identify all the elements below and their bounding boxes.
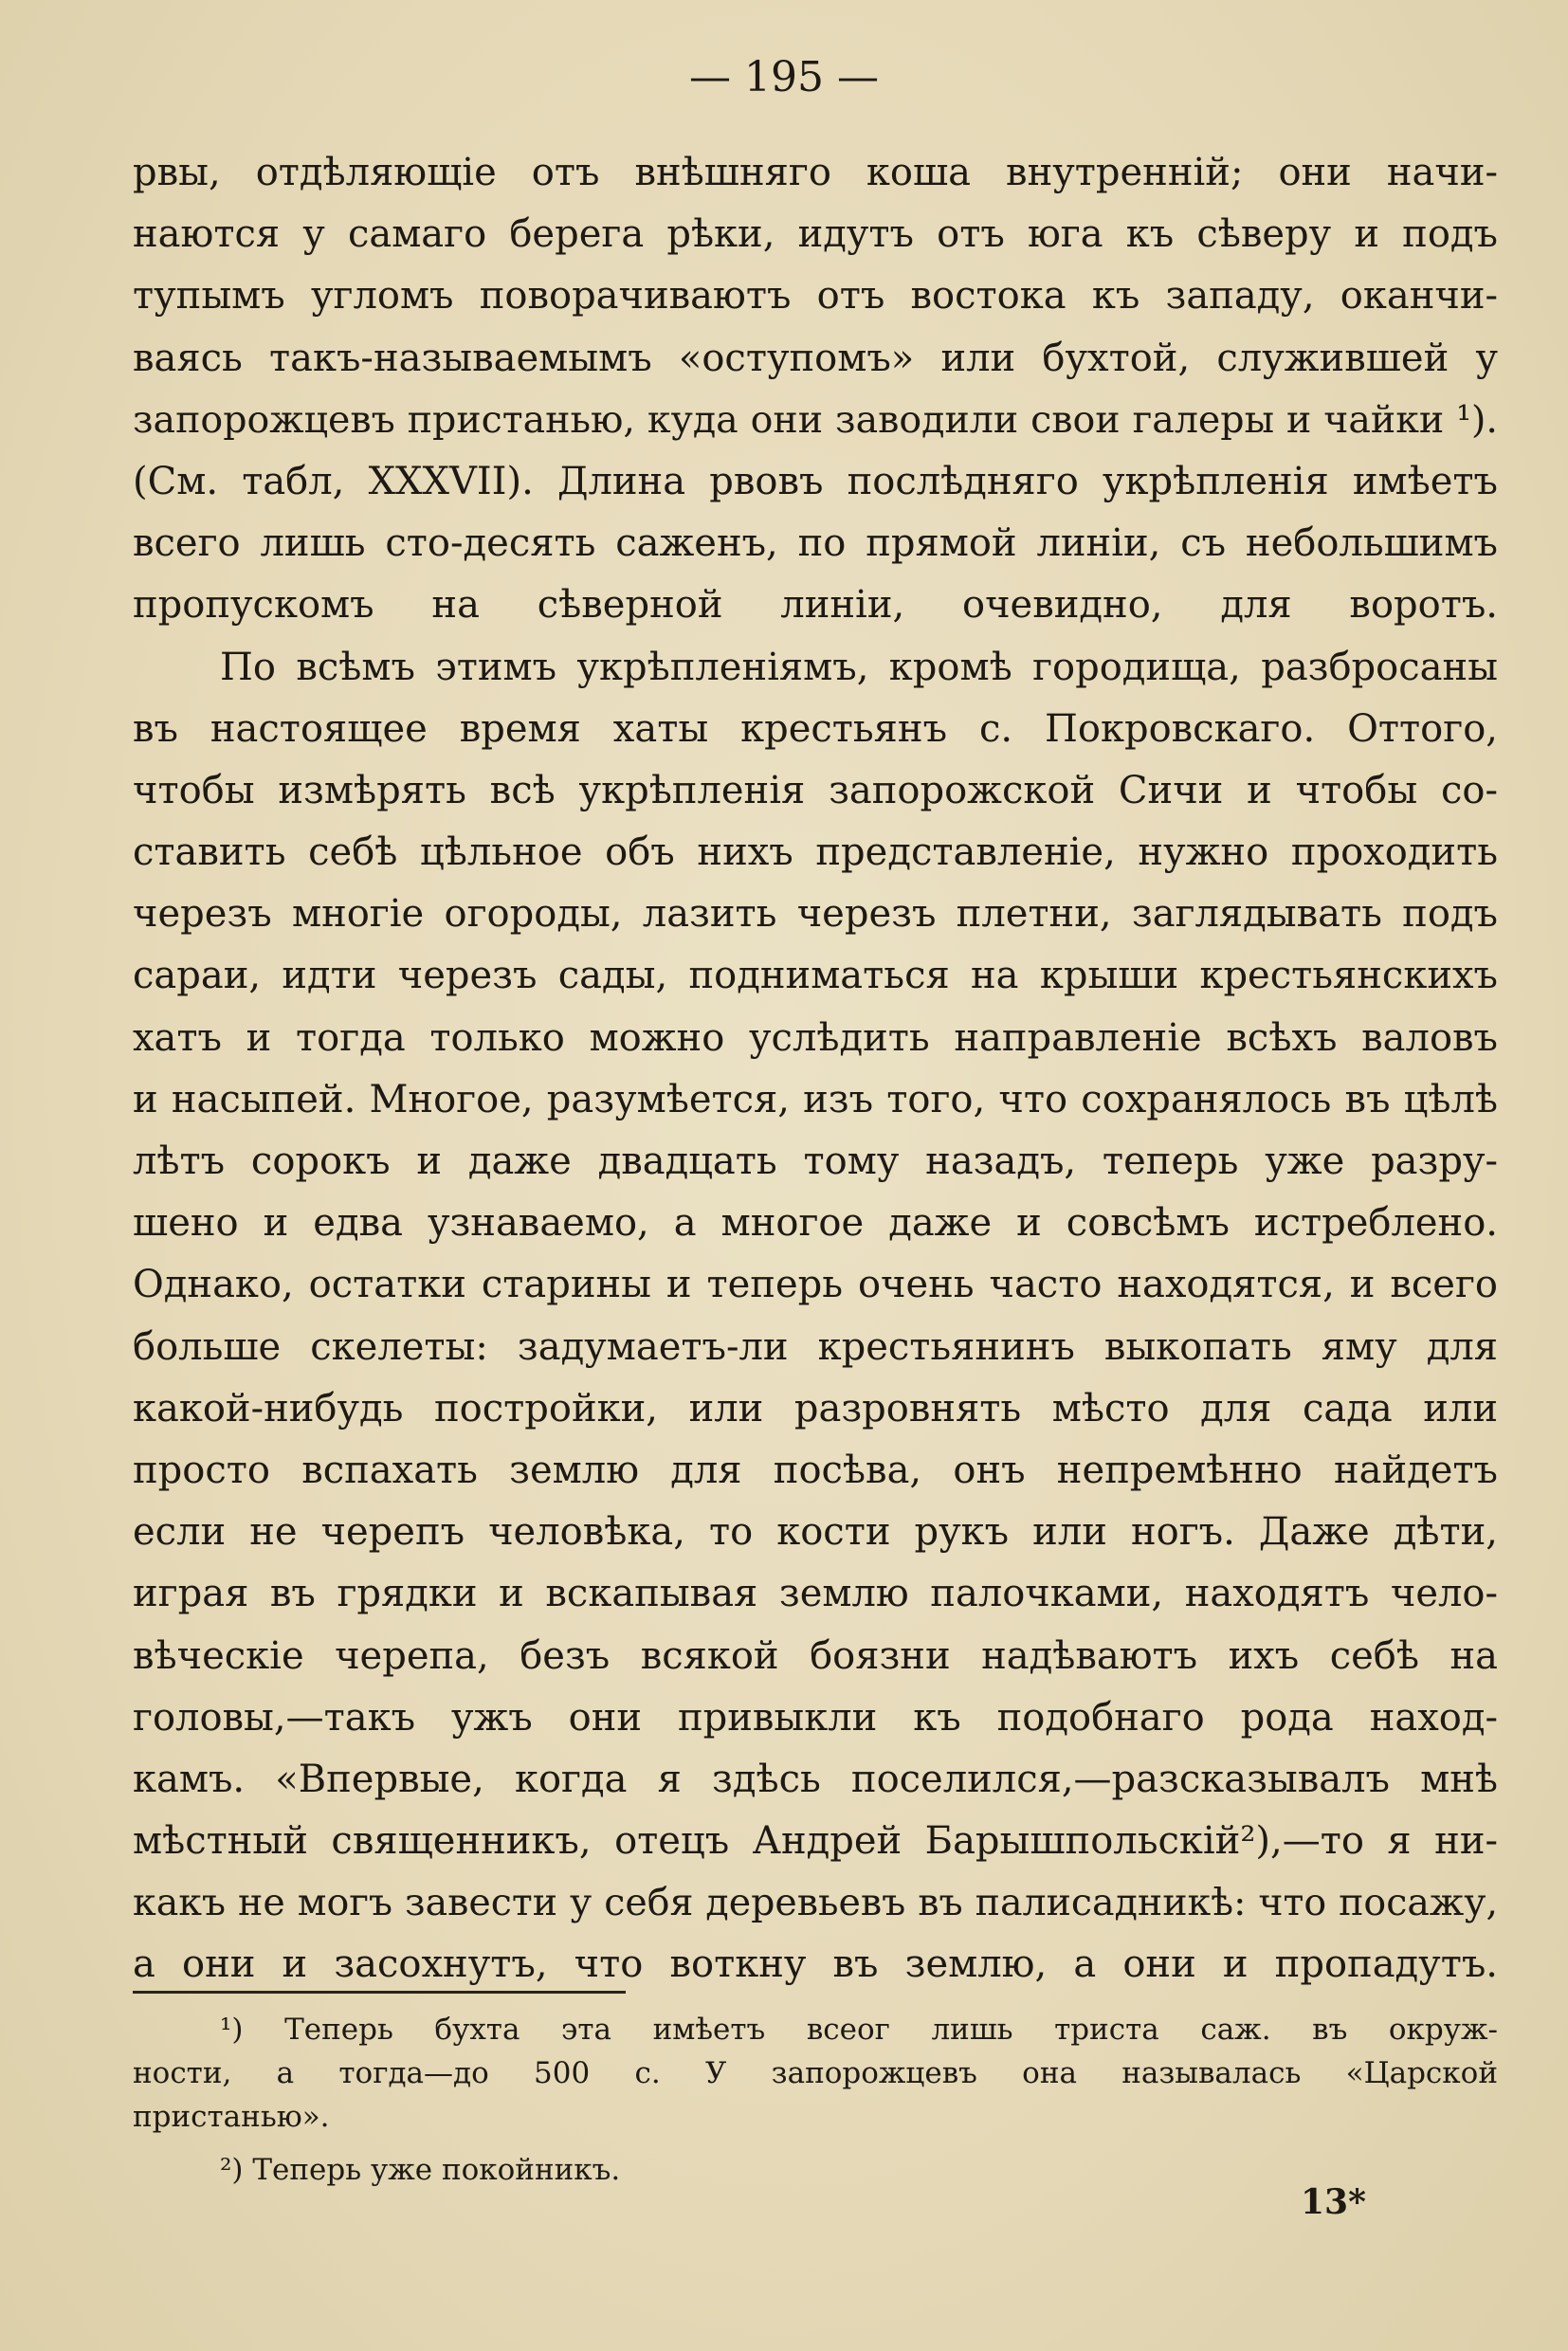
text-line: пропускомъ на сѣверной линіи, очевидно, для воротъ. xyxy=(133,583,1498,628)
text-line: въ настоящее время хаты крестьянъ с. Покровскаго. Оттого, xyxy=(133,706,1498,751)
text-line: мѣстный священникъ, отецъ Андрей Барышпольскій²),—то я ни- xyxy=(133,1819,1498,1864)
text-line: ставить себѣ цѣльное объ нихъ представленіе, нужно проходить xyxy=(133,830,1498,875)
text-line: Однако, остатки старины и теперь очень часто находятся, и всего xyxy=(133,1263,1498,1307)
footnote-line: ¹) Теперь бухта эта имѣетъ всеог лишь триста саж. въ окруж- xyxy=(220,2013,1498,2047)
text-line: запорожцевъ пристанью, куда они заводили свои галеры и чайки ¹). xyxy=(133,397,1498,442)
text-line: хатъ и тогда только можно услѣдить направленіе всѣхъ валовъ xyxy=(133,1015,1498,1060)
footnote-line: ности, а тогда—до 500 с. У запорожцевъ она называлась «Царской xyxy=(133,2056,1498,2090)
text-line: тупымъ угломъ поворачиваютъ отъ востока къ западу, оканчи- xyxy=(133,274,1498,319)
text-line: черезъ многіе огороды, лазить черезъ плетни, заглядывать подъ xyxy=(133,892,1498,937)
text-line: какой-нибудь постройки, или разровнять мѣсто для сада или xyxy=(133,1386,1498,1431)
text-line: наются у самаго берега рѣки, идутъ отъ юга къ сѣверу и подъ xyxy=(133,212,1498,257)
text-line: камъ. «Впервые, когда я здѣсь поселился,—разсказывалъ мнѣ xyxy=(133,1757,1498,1801)
text-line: если не черепъ человѣка, то кости рукъ или ногъ. Даже дѣти, xyxy=(133,1510,1498,1555)
footnotes xyxy=(133,2008,1498,2192)
text-line: шено и едва узнаваемо, а многое даже и совсѣмъ истреблено. xyxy=(133,1201,1498,1246)
text-line: просто вспахать землю для посѣва, онъ непремѣнно найдетъ xyxy=(133,1448,1498,1492)
body-text xyxy=(133,142,1498,1996)
text-line: а они и засохнутъ, что воткну въ землю, а они и пропадутъ. xyxy=(133,1942,1498,1987)
text-line: ваясь такъ-называемымъ «оступомъ» или бухтой, служившей у xyxy=(133,336,1498,380)
text-line: играя въ грядки и вскапывая землю палочками, находятъ чело- xyxy=(133,1572,1498,1616)
text-line: (См. табл, XXXVII). Длина рвовъ послѣдняго укрѣпленія имѣетъ xyxy=(133,459,1498,503)
footnote-line: ²) Теперь уже покойникъ. xyxy=(220,2153,621,2187)
text-line: головы,—такъ ужъ они привыкли къ подобнаго рода наход- xyxy=(133,1695,1498,1740)
text-line: какъ не могъ завести у себя деревьевъ въ палисадникѣ: что посажу, xyxy=(133,1881,1498,1925)
text-line: лѣтъ сорокъ и даже двадцать тому назадъ, теперь уже разру- xyxy=(133,1139,1498,1183)
signature-mark: 13* xyxy=(1301,2182,1366,2222)
text-line: сараи, идти черезъ сады, подниматься на крыши крестьянскихъ xyxy=(133,954,1498,998)
page-number: — 195 — xyxy=(689,53,879,101)
text-line: вѣческіе черепа, безъ всякой боязни надѣваютъ ихъ себѣ на xyxy=(133,1633,1498,1678)
text-line: и насыпей. Многое, разумѣется, изъ того, что сохранялось въ цѣлѣ xyxy=(133,1077,1498,1121)
text-line: чтобы измѣрять всѣ укрѣпленія запорожской Сичи и чтобы со- xyxy=(133,768,1498,812)
text-line: По всѣмъ этимъ укрѣпленіямъ, кромѣ городища, разбросаны xyxy=(220,645,1498,689)
text-line: больше скелеты: задумаетъ-ли крестьянинъ выкопать яму для xyxy=(133,1324,1498,1369)
footnote-divider xyxy=(133,1991,626,1994)
text-line: всего лишь сто-десять саженъ, по прямой линіи, съ небольшимъ xyxy=(133,521,1498,566)
footnote-line: пристанью». xyxy=(133,2100,330,2134)
text-line: рвы, отдѣляющіе отъ внѣшняго коша внутренній; они начи- xyxy=(133,151,1498,194)
